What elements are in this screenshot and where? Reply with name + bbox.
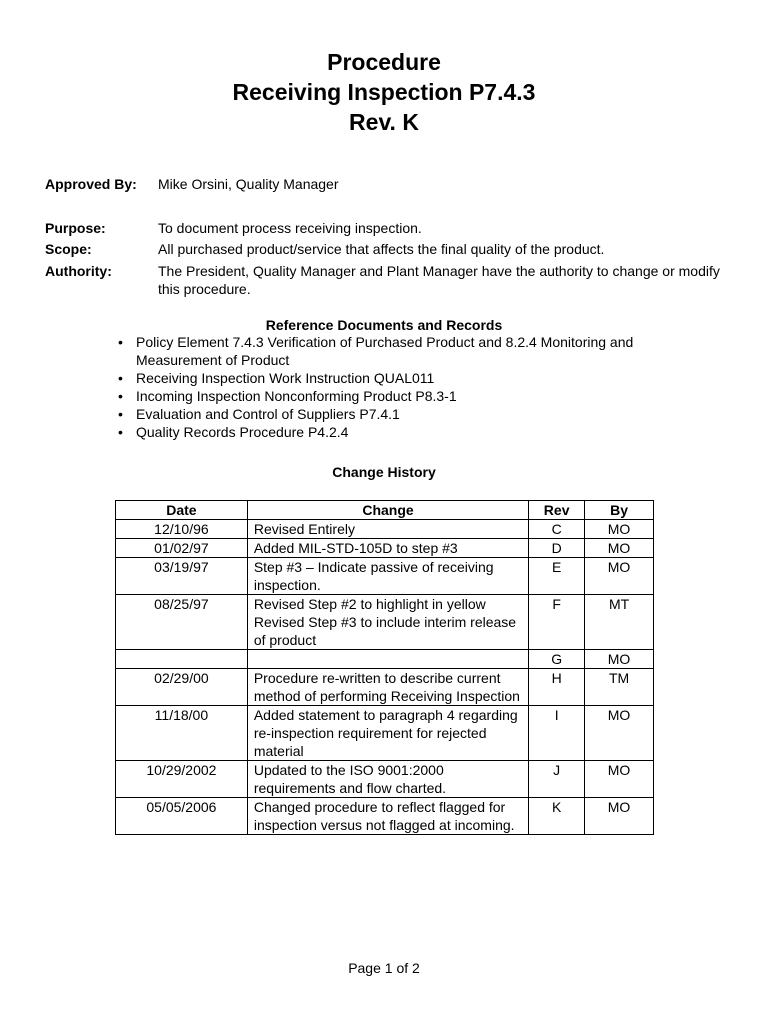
authority-value: The President, Quality Manager and Plant Manager have the authority to change or modify this procedure. [158,263,720,297]
cell-date [116,650,248,669]
column-header-change: Change [247,501,528,520]
cell-rev: K [529,798,585,835]
approved-by-label: Approved By: [45,176,137,192]
authority-label: Authority: [45,263,112,279]
change-history-table [115,500,654,835]
cell-date: 01/02/97 [116,539,248,558]
cell-date: 03/19/97 [116,558,248,595]
cell-date: 10/29/2002 [116,761,248,798]
scope-label: Scope: [45,241,92,257]
cell-rev: F [529,595,585,650]
cell-date: 12/10/96 [116,520,248,539]
column-header-rev: Rev [529,501,585,520]
table-row [116,558,654,595]
cell-change: Procedure re-written to describe current method of performing Receiving Inspection [247,669,528,706]
reference-item [118,387,688,405]
cell-by: MO [585,539,654,558]
cell-date: 11/18/00 [116,706,248,761]
bullet-icon: • [118,406,123,422]
reference-text: Evaluation and Control of Suppliers P7.4.1 [136,406,400,422]
cell-by: MT [585,595,654,650]
cell-rev: J [529,761,585,798]
references-heading: Reference Documents and Records [265,317,503,333]
cell-change: Changed procedure to reflect flagged for inspection versus not flagged at incoming. [247,798,528,835]
cell-rev: E [529,558,585,595]
cell-by: MO [585,761,654,798]
cell-change: Revised Entirely [247,520,528,539]
cell-by: MO [585,650,654,669]
cell-by: TM [585,669,654,706]
cell-change: Step #3 – Indicate passive of receiving inspection. [247,558,528,595]
bullet-icon: • [118,334,123,350]
change-history-heading: Change History [332,464,436,480]
cell-change: Added MIL-STD-105D to step #3 [247,539,528,558]
cell-change: Updated to the ISO 9001:2000 requirements and flow charted. [247,761,528,798]
cell-rev: H [529,669,585,706]
bullet-icon: • [118,370,123,386]
table-row [116,669,654,706]
column-header-date: Date [116,501,248,520]
cell-date: 05/05/2006 [116,798,248,835]
cell-by: MO [585,520,654,539]
page-number: Page 1 of 2 [348,960,420,976]
cell-change: Revised Step #2 to highlight in yellow Revised Step #3 to include interim release of product [247,595,528,650]
column-header-by: By [585,501,654,520]
cell-rev: I [529,706,585,761]
document-title: Procedure [327,49,441,75]
cell-rev: G [529,650,585,669]
table-row [116,650,654,669]
reference-text: Incoming Inspection Nonconforming Product P8.3-1 [136,388,457,404]
reference-text: Receiving Inspection Work Instruction QUAL011 [136,370,435,386]
cell-by: MO [585,558,654,595]
document-subtitle: Receiving Inspection P7.4.3 [232,79,536,105]
purpose-label: Purpose: [45,220,106,236]
reference-item [118,405,688,423]
cell-change: Added statement to paragraph 4 regarding re-inspection requirement for rejected material [247,706,528,761]
bullet-icon: • [118,388,123,404]
references-list [118,333,688,441]
cell-rev: C [529,520,585,539]
reference-item [118,369,688,387]
reference-item [118,423,688,441]
cell-rev: D [529,539,585,558]
bullet-icon: • [118,424,123,440]
scope-value: All purchased product/service that affects the final quality of the product. [158,241,605,257]
table-row [116,706,654,761]
table-row [116,595,654,650]
reference-item [118,333,688,369]
cell-date: 02/29/00 [116,669,248,706]
table-row [116,761,654,798]
table-row [116,798,654,835]
approved-by-value: Mike Orsini, Quality Manager [158,176,339,192]
table-header-row [116,501,654,520]
cell-date: 08/25/97 [116,595,248,650]
reference-text: Policy Element 7.4.3 Verification of Purchased Product and 8.2.4 Monitoring and Measurement of Product [136,334,634,368]
purpose-value: To document process receiving inspection. [158,220,422,236]
document-revision: Rev. K [349,109,419,135]
cell-change [247,650,528,669]
table-row [116,539,654,558]
table-row [116,520,654,539]
cell-by: MO [585,706,654,761]
cell-by: MO [585,798,654,835]
reference-text: Quality Records Procedure P4.2.4 [136,424,349,440]
